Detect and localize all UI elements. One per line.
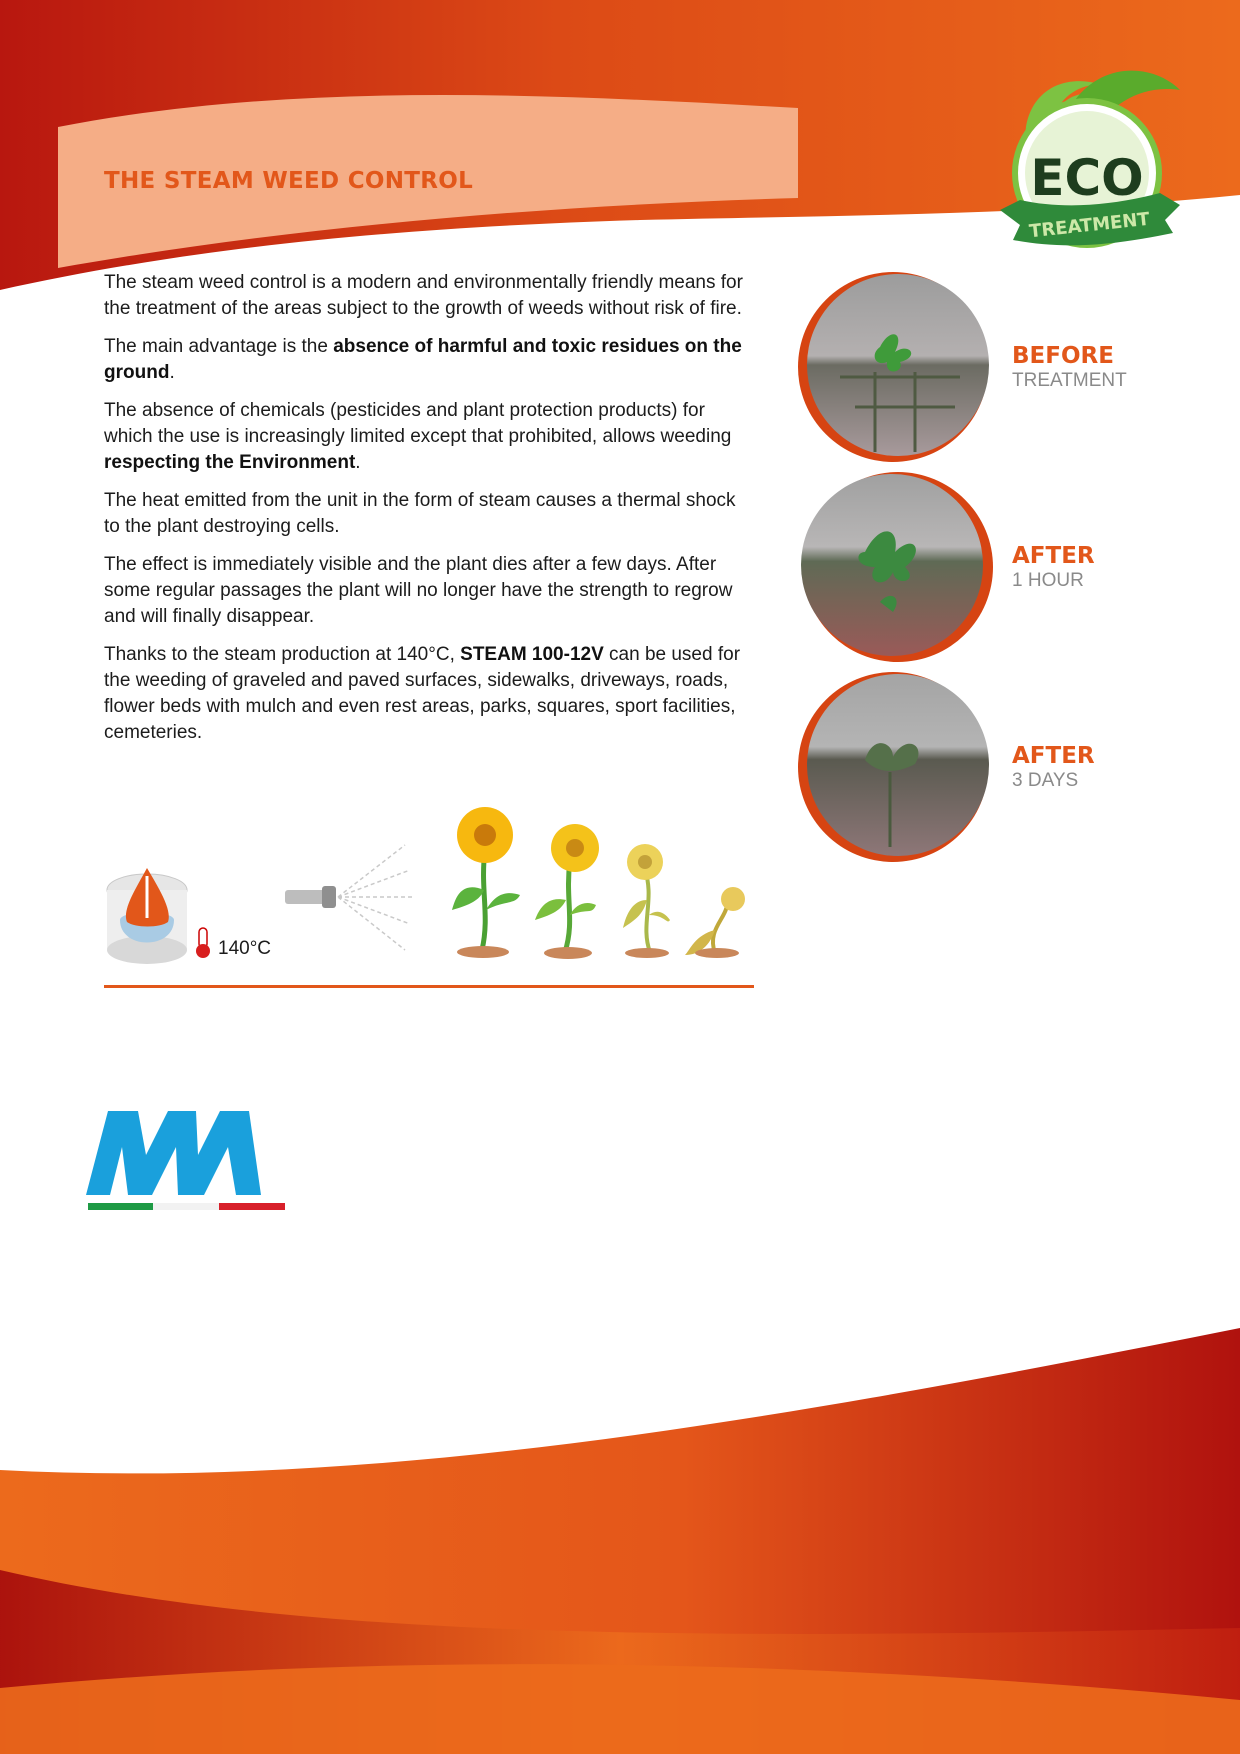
sunflower-icon bbox=[452, 807, 520, 958]
sunflower-icon bbox=[685, 887, 745, 958]
photo-after-1-hour bbox=[801, 472, 993, 662]
sunflower-icon bbox=[623, 844, 670, 958]
treatment-text: TREATMENT bbox=[1028, 208, 1151, 243]
sunflower-icon bbox=[535, 824, 599, 959]
stage-label-after-1-hour: AFTER 1 HOUR bbox=[1012, 543, 1095, 591]
paragraph: The main advantage is the absence of harmful and toxic residues on the ground. bbox=[104, 336, 742, 383]
stage-photos bbox=[795, 272, 995, 867]
page-title: THE STEAM WEED CONTROL bbox=[104, 168, 474, 194]
body-text bbox=[104, 270, 754, 758]
paragraph: Thanks to the steam production at 140°C, STEAM 100-12V can be used for the weeding of graveled and paved surfaces, sidewalks, driveways, roads, flower beds with mulch and even rest areas, parks, squares, sport facilities, cemeteries. bbox=[104, 644, 741, 743]
thermometer-icon bbox=[196, 928, 210, 958]
mm-logo bbox=[86, 1105, 296, 1215]
eco-badge bbox=[995, 55, 1185, 265]
stage-label-before: BEFORE TREATMENT bbox=[1012, 343, 1127, 391]
paragraph: The effect is immediately visible and the plant dies after a few days. After some regular passages the plant will no longer have the strength to regrow and will finally disappear. bbox=[104, 554, 733, 627]
paragraph: The heat emitted from the unit in the form of steam causes a thermal shock to the plant destroying cells. bbox=[104, 490, 736, 537]
paragraph: The steam weed control is a modern and environmentally friendly means for the treatment of the areas subject to the growth of weeds without risk of fire. bbox=[104, 272, 743, 319]
steam-nozzle-icon bbox=[285, 845, 412, 950]
stage-label-after-3-days: AFTER 3 DAYS bbox=[1012, 743, 1095, 791]
temperature-label: 140°C bbox=[218, 938, 272, 959]
photo-after-3-days bbox=[798, 672, 989, 862]
eco-text: ECO bbox=[1030, 149, 1144, 207]
boiler-icon bbox=[107, 868, 187, 964]
process-illustration bbox=[100, 800, 760, 965]
photo-before bbox=[798, 272, 989, 462]
divider bbox=[104, 985, 754, 988]
paragraph: The absence of chemicals (pesticides and plant protection products) for which the use is increasingly limited except that prohibited, allows weeding respecting the Environment. bbox=[104, 400, 732, 473]
